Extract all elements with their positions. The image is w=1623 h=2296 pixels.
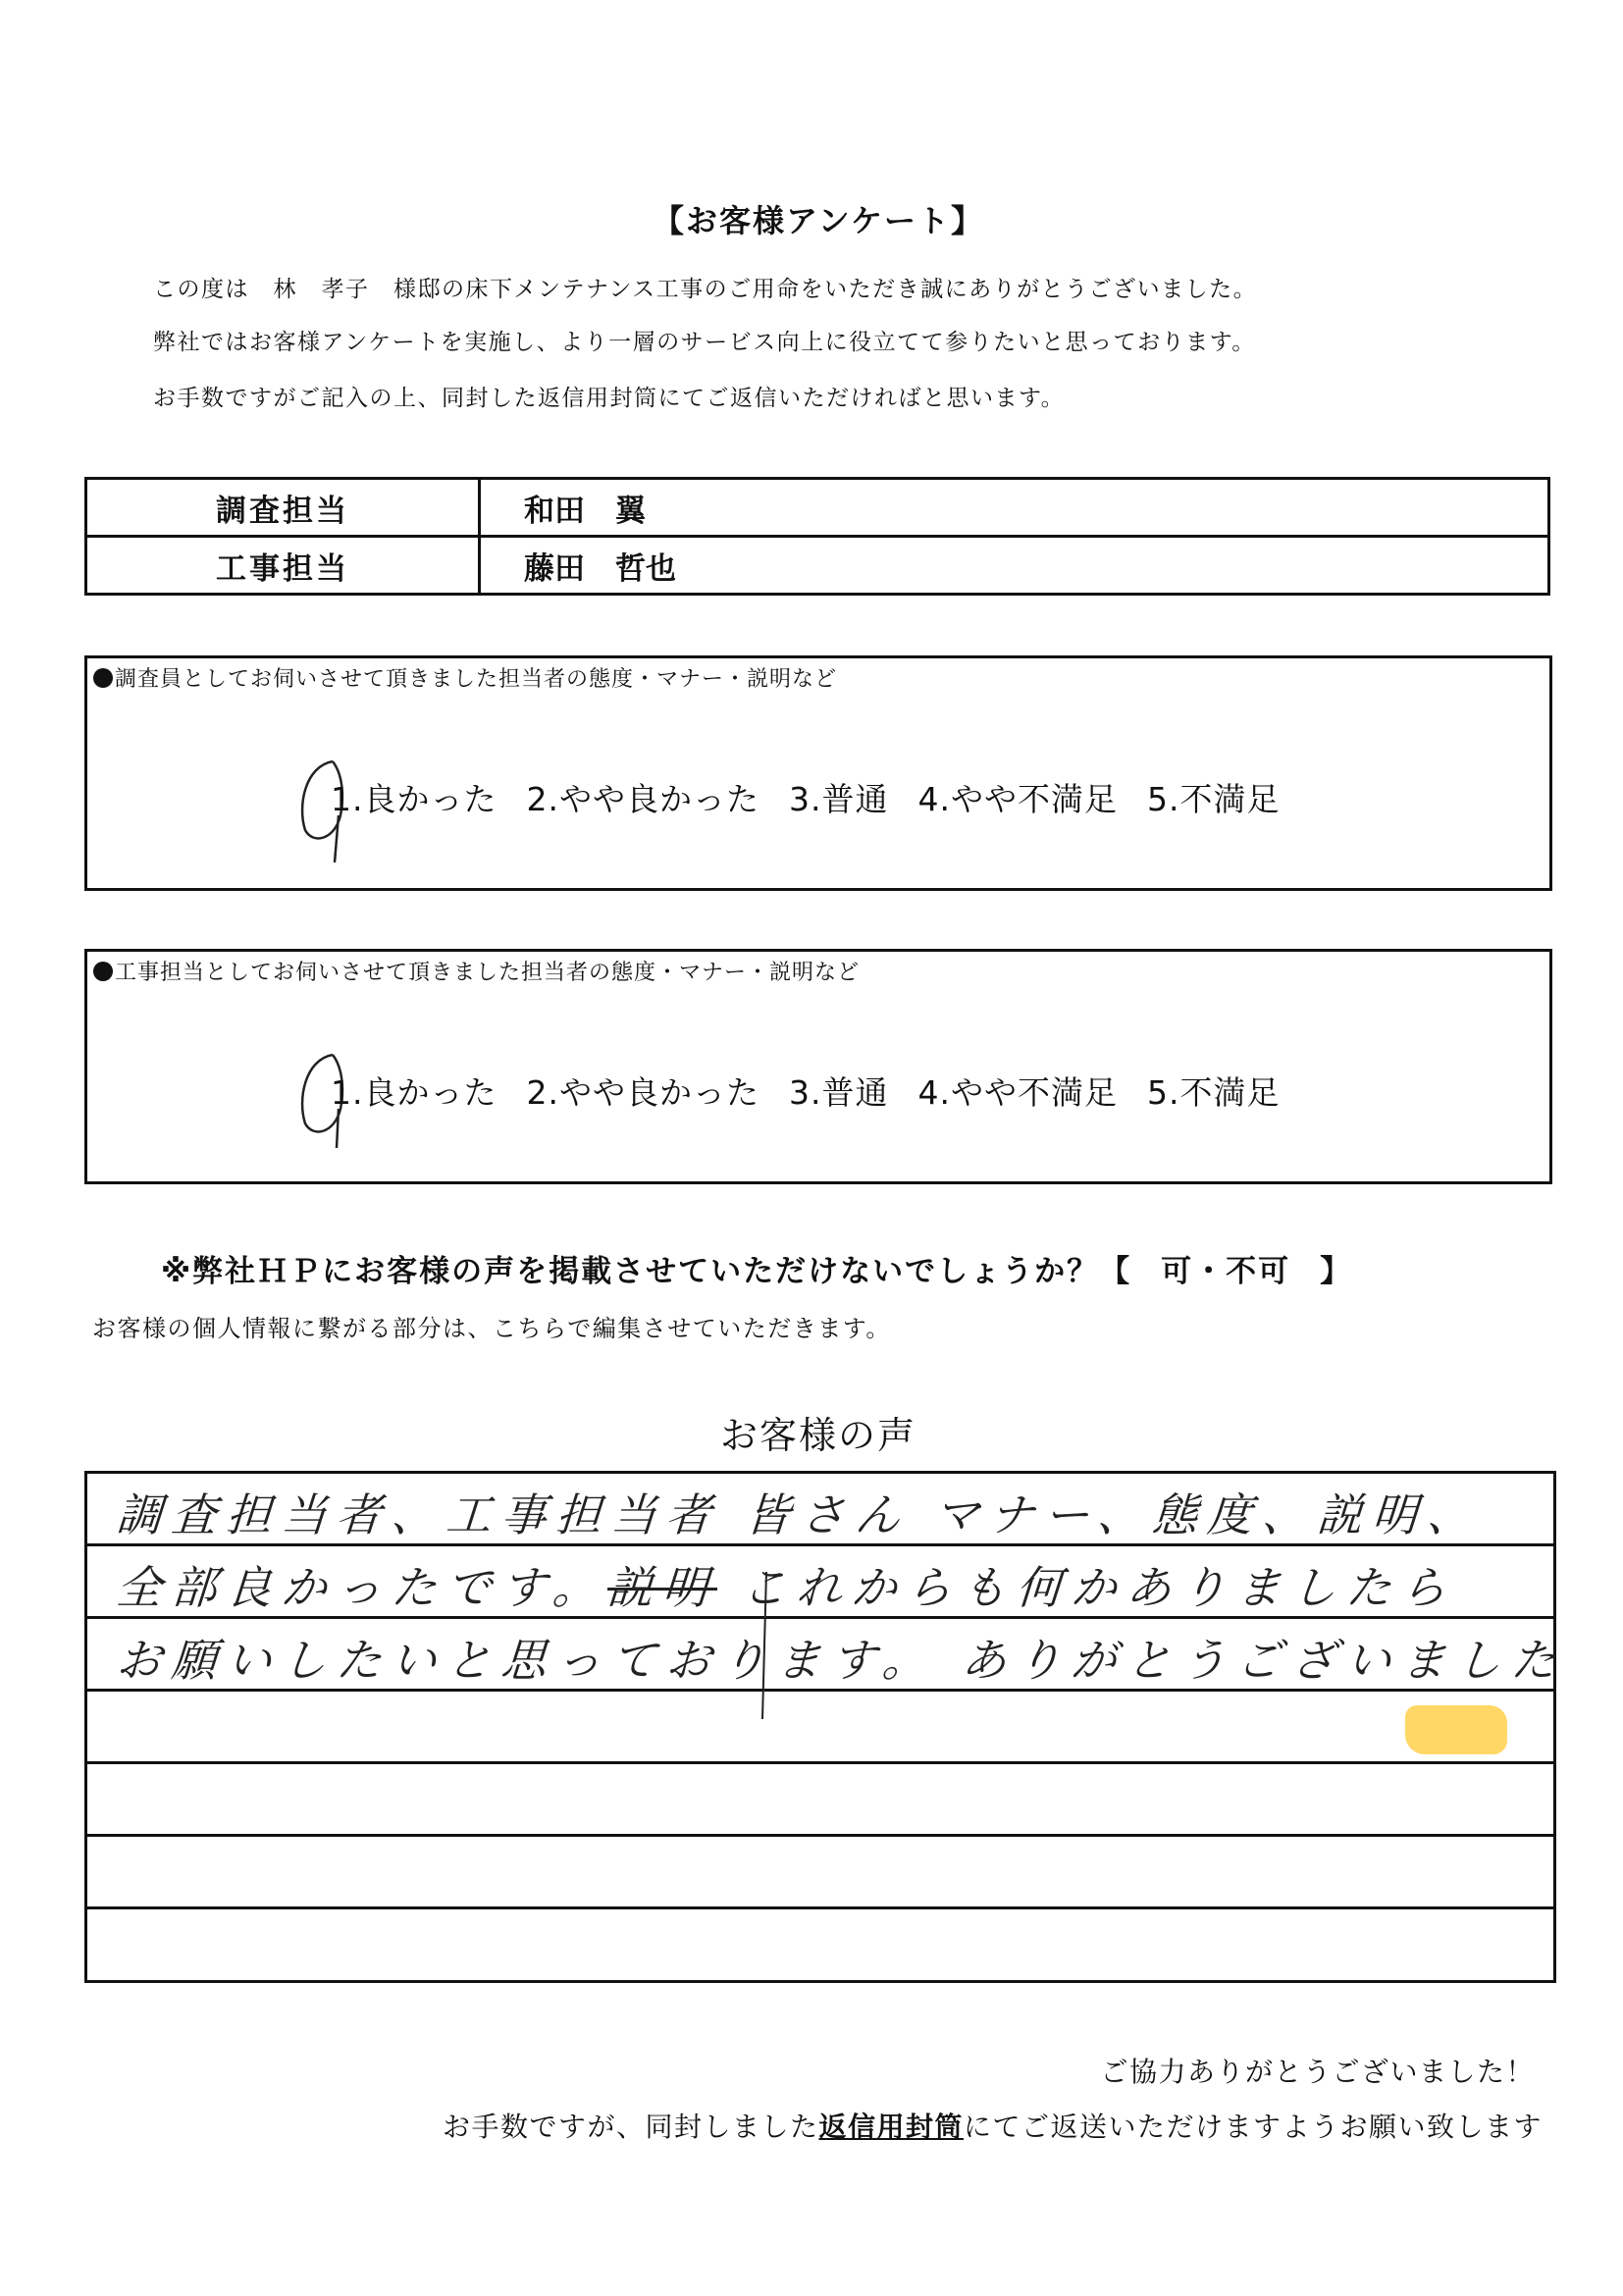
- handwritten-text: 調査担当者、工事担当者 皆さん マナー、態度、説明、: [114, 1488, 1485, 1541]
- option-3[interactable]: 3.普通: [789, 780, 889, 818]
- handwritten-line-2: [115, 1552, 1459, 1617]
- intro-line-1: この度は 林 孝子 様邸の床下メンテナンス工事のご用命をいただき誠にありがとうございました。: [153, 277, 1258, 302]
- closing-instruction: [443, 2106, 1543, 2145]
- question-box-survey: [84, 655, 1552, 891]
- option-5[interactable]: 5.不満足: [1147, 780, 1281, 818]
- staff-row-construction: [86, 537, 1549, 595]
- intro-line-2: 弊社ではお客様アンケートを実施し、より一層のサービス向上に役立てて参りたいと思っております。: [153, 330, 1256, 355]
- customer-voice-box[interactable]: [84, 1471, 1568, 1983]
- page-title: 【お客様アンケート】: [652, 202, 985, 239]
- bullet-icon: [93, 962, 113, 981]
- option-3[interactable]: 3.普通: [789, 1073, 889, 1112]
- staff-name: 和田 翼: [480, 479, 1549, 537]
- struck-text: 説明: [605, 1561, 720, 1614]
- option-1[interactable]: 1.良かった: [331, 780, 497, 818]
- staff-name: 藤田 哲也: [480, 537, 1549, 595]
- return-envelope-emphasis: 返信用封筒: [818, 2111, 964, 2143]
- handwritten-text: これからも何かありましたら: [715, 1561, 1458, 1614]
- option-4[interactable]: 4.やや不満足: [917, 1073, 1118, 1112]
- staff-row-survey: [86, 479, 1549, 537]
- pen-stroke-icon: [745, 1572, 784, 1719]
- option-4[interactable]: 4.やや不満足: [917, 780, 1118, 818]
- hp-question-text: ※弊社ＨＰにお客様の声を掲載させていただけないでしょうか？【: [161, 1254, 1132, 1289]
- ruled-line: [87, 1906, 1553, 1909]
- handwritten-line-3: [115, 1625, 1569, 1690]
- handwritten-text: 全部良かったです。: [114, 1561, 610, 1614]
- question-label: 工事担当としてお伺いさせて頂きました担当者の態度・マナー・説明など: [115, 961, 861, 985]
- option-2[interactable]: 2.やや良かった: [526, 1073, 759, 1112]
- rating-options: [331, 1068, 1310, 1114]
- hp-choice[interactable]: 可・不可: [1161, 1254, 1291, 1289]
- option-5[interactable]: 5.不満足: [1147, 1073, 1281, 1112]
- rating-options: [331, 774, 1310, 820]
- ruled-line: [87, 1834, 1553, 1837]
- handwritten-text: お願いしたいと思っております。 ありがとうございました: [114, 1634, 1568, 1687]
- staff-label: 工事担当: [86, 537, 480, 595]
- option-2[interactable]: 2.やや良かった: [526, 780, 759, 818]
- closing-text: にてご返送いただけますようお願い致します: [963, 2111, 1543, 2143]
- hp-bracket-close: 】: [1320, 1254, 1353, 1289]
- voice-title: お客様の声: [719, 1414, 916, 1457]
- hp-permission-question: [161, 1246, 1352, 1290]
- privacy-note: お客様の個人情報に繋がる部分は、こちらで編集させていただきます。: [92, 1315, 891, 1342]
- question-label: 調査員としてお伺いさせて頂きました担当者の態度・マナー・説明など: [115, 667, 838, 692]
- intro-line-3: お手数ですがご記入の上、同封した返信用封筒にてご返信いただければと思います。: [153, 386, 1066, 411]
- closing-thanks: ご協力ありがとうございました！: [1100, 2056, 1535, 2088]
- staff-table: [84, 477, 1550, 596]
- highlighter-mark: [1405, 1705, 1507, 1754]
- question-box-construction: [84, 949, 1552, 1184]
- option-1[interactable]: 1.良かった: [331, 1073, 497, 1112]
- handwritten-line-1: [115, 1480, 1485, 1544]
- bullet-icon: [93, 668, 113, 688]
- closing-text: お手数ですが、同封しました: [442, 2111, 819, 2143]
- staff-label: 調査担当: [86, 479, 480, 537]
- ruled-line: [87, 1761, 1553, 1764]
